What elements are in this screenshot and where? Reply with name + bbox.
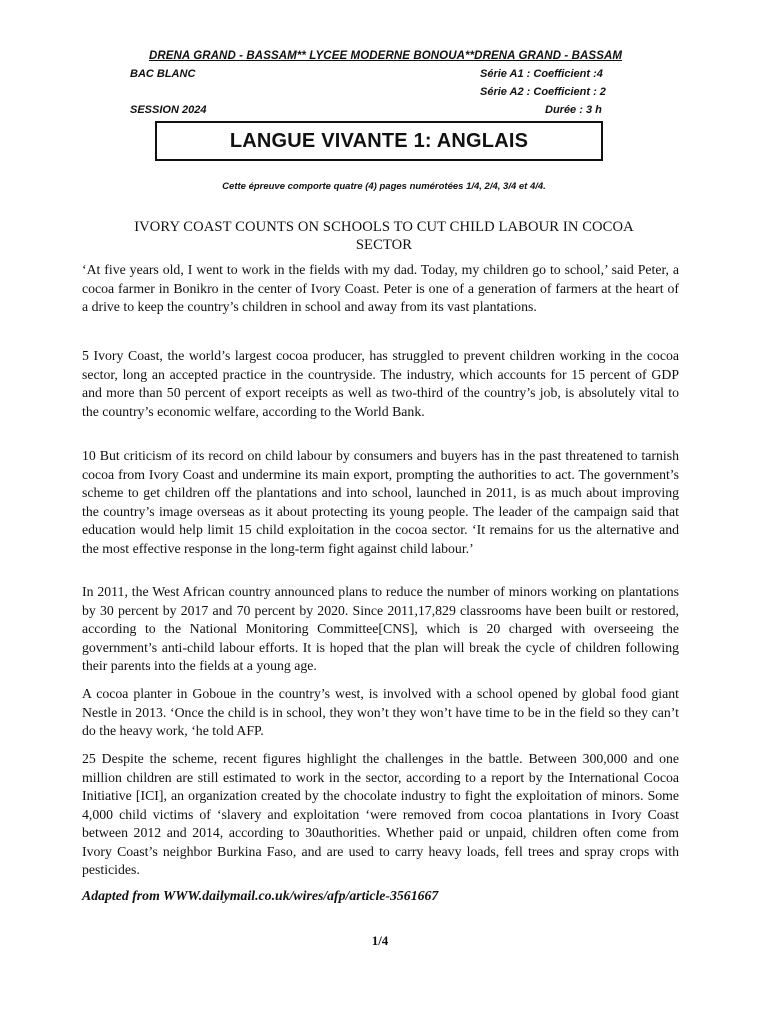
article-source: Adapted from WWW.dailymail.co.uk/wires/afp/article-3561667 — [82, 888, 439, 903]
pages-note: Cette épreuve comporte quatre (4) pages numérotées 1/4, 2/4, 3/4 et 4/4. — [222, 181, 546, 192]
header-exam-type: BAC BLANC — [130, 68, 196, 80]
paragraph-4: In 2011, the West African country announced plans to reduce the number of minors working on plantations by 30 percent by 2017 and 70 percent by 2020. Since 2011,17,829 classrooms have been built or restored, according to the National Monitoring Committee[CNS], which is 20 charged with overseeing the government’s anti-child labour efforts. It is hoped that the plan will break the cycle of children following their parents into the fields at a young age. — [82, 584, 679, 673]
page-number: 1/4 — [371, 933, 389, 948]
article-title-line-1: IVORY COAST COUNTS ON SCHOOLS TO CUT CHILD LABOUR IN COCOA — [134, 219, 634, 235]
paragraph-5: A cocoa planter in Goboue in the country’s west, is involved with a school opened by global food giant Nestle in 2013. ‘Once the child is in school, they won’t they won’t have time to be in the field so they can’t do the heavy work, ‘he told AFP. — [82, 686, 679, 738]
paragraph-6: 25 Despite the scheme, recent figures highlight the challenges in the battle. Between 300,000 and one million children are still estimated to work in the sector, according to a report by the International Cocoa Initiative [ICI], an organization created by the chocolate industry to fight the exploitation of minors. Some 4,000 child victims of ‘slavery and exploitation ‘were removed from cocoa plantations in Ivory Coast between 2012 and 2014, according to 30authorities. Whether paid or unpaid, children often come from Ivory Coast’s neighbor Burkina Faso, and are used to carry heavy loads, fell trees and spray crops with pesticides. — [82, 751, 679, 877]
paragraph-1: ‘At five years old, I went to work in the fields with my dad. Today, my children go to school,’ said Peter, a cocoa farmer in Bonikro in the center of Ivory Coast. Peter is one of a generation of farmers at the heart of a drive to keep the country’s children in school and away from its vast plantations. — [82, 262, 679, 314]
paragraph-3: 10 But criticism of its record on child labour by consumers and buyers has in the past threatened to tarnish cocoa from Ivory Coast and undermine its main export, prompting the authorities to act. The government’s scheme to get children off the plantations and into school, launched in 2011, is as much about improving the country’s image overseas as it about protecting its young people. The leader of the campaign said that education would help limit 15 child exploitation in the cocoa sector. ‘It remains for us the alternative and the most effective response in the long-term fight against child labour.’ — [82, 448, 679, 556]
header-duration: Durée : 3 h — [545, 104, 602, 116]
header-institution-line: DRENA GRAND - BASSAM** LYCEE MODERNE BONOUA**DRENA GRAND - BASSAM — [148, 50, 623, 62]
article-title-line-2: SECTOR — [355, 237, 413, 253]
subject-title: LANGUE VIVANTE 1: ANGLAIS — [229, 129, 529, 152]
header-serie-a2: Série A2 : Coefficient : 2 — [480, 86, 606, 98]
article-title — [92, 218, 676, 254]
header-serie-a1: Série A1 : Coefficient :4 — [480, 68, 603, 80]
subject-title-box — [155, 121, 603, 161]
paragraph-2: 5 Ivory Coast, the world’s largest cocoa producer, has struggled to prevent children working in the cocoa sector, long an accepted practice in the countryside. The industry, which accounts for 15 percent of GDP and more than 50 percent of export receipts as well as two-third of the country’s job, is absolutely vital to the country’s economic welfare, according to the World Bank. — [82, 348, 679, 419]
header-session: SESSION 2024 — [130, 104, 207, 116]
